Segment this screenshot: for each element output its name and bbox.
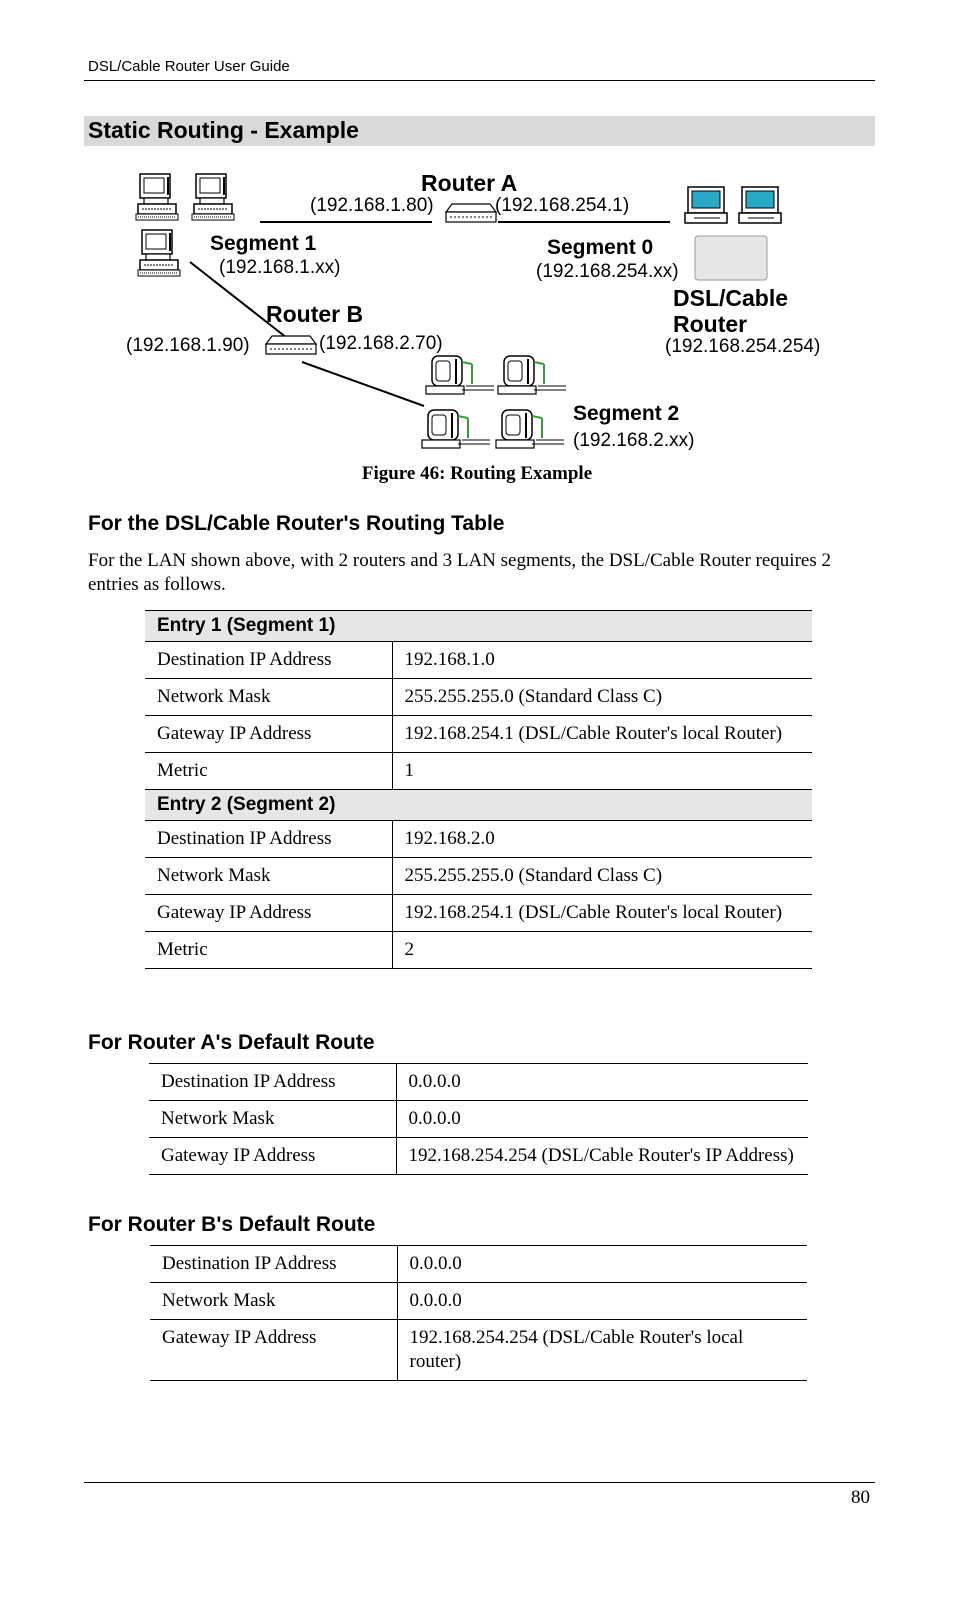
row-label: Destination IP Address bbox=[149, 1064, 396, 1101]
row-label: Metric bbox=[145, 932, 392, 969]
row-label: Network Mask bbox=[145, 858, 392, 895]
table-section-header bbox=[145, 611, 812, 642]
row-value: 192.168.254.1 (DSL/Cable Router's local Router) bbox=[404, 902, 783, 923]
router-a-left-ip: (192.168.1.80) bbox=[310, 195, 434, 216]
router-b-left-ip: (192.168.1.90) bbox=[126, 335, 250, 356]
row-label: Network Mask bbox=[145, 679, 392, 716]
table-row bbox=[150, 1283, 807, 1320]
running-header: DSL/Cable Router User Guide bbox=[88, 58, 290, 75]
table-row bbox=[145, 642, 812, 679]
routing-table-heading: For the DSL/Cable Router's Routing Table bbox=[88, 512, 505, 535]
segment0-label: Segment 0 bbox=[547, 236, 654, 259]
row-value: 192.168.254.1 (DSL/Cable Router's local Router) bbox=[404, 723, 783, 744]
row-value: 0.0.0.0 bbox=[409, 1290, 462, 1311]
page-number: 80 bbox=[851, 1487, 870, 1508]
table-row bbox=[149, 1138, 808, 1175]
row-label: Gateway IP Address bbox=[145, 895, 392, 932]
row-value: 192.168.2.0 bbox=[404, 828, 495, 849]
row-value: 0.0.0.0 bbox=[408, 1071, 461, 1092]
row-value: 0.0.0.0 bbox=[409, 1253, 462, 1274]
table-row bbox=[150, 1320, 807, 1381]
segment1-label: Segment 1 bbox=[210, 232, 317, 255]
router-b-label: Router B bbox=[266, 301, 364, 327]
table-row bbox=[149, 1064, 808, 1101]
routing-table-intro: For the LAN shown above, with 2 routers and 3 LAN segments, the DSL/Cable Router requires 2 entries as follows. bbox=[88, 550, 831, 595]
segment2-ip: (192.168.2.xx) bbox=[573, 430, 695, 451]
row-value: 255.255.255.0 (Standard Class C) bbox=[404, 686, 663, 707]
row-value: 1 bbox=[404, 760, 414, 781]
dsl-router-ip: (192.168.254.254) bbox=[665, 336, 821, 357]
table-row bbox=[145, 858, 812, 895]
section-title: Static Routing - Example bbox=[88, 117, 359, 143]
footer-rule bbox=[84, 1482, 875, 1483]
row-label: Network Mask bbox=[149, 1101, 396, 1138]
row-value: 192.168.254.254 (DSL/Cable Router's IP Address) bbox=[408, 1145, 794, 1166]
row-label: Gateway IP Address bbox=[149, 1138, 396, 1175]
row-value: 192.168.1.0 bbox=[404, 649, 495, 670]
router-b-default-table bbox=[150, 1245, 807, 1381]
row-label: Destination IP Address bbox=[150, 1246, 397, 1283]
segment0-ip: (192.168.254.xx) bbox=[536, 261, 679, 282]
routing-table bbox=[145, 610, 812, 969]
table-row bbox=[145, 716, 812, 753]
router-a-label: Router A bbox=[421, 170, 518, 196]
segment2-label: Segment 2 bbox=[573, 402, 680, 425]
row-value: 192.168.254.254 (DSL/Cable Router's local router) bbox=[409, 1327, 744, 1372]
segment1-ip: (192.168.1.xx) bbox=[219, 257, 341, 278]
dsl-router-label-line2: Router bbox=[673, 311, 748, 337]
dsl-router-label-line1: DSL/Cable bbox=[673, 285, 789, 311]
row-label: Metric bbox=[145, 753, 392, 790]
table-row bbox=[150, 1246, 807, 1283]
table-row bbox=[149, 1101, 808, 1138]
row-label: Gateway IP Address bbox=[145, 716, 392, 753]
row-label: Destination IP Address bbox=[145, 642, 392, 679]
router-b-right-ip: (192.168.2.70) bbox=[319, 333, 443, 354]
table-row bbox=[145, 895, 812, 932]
table-row bbox=[145, 821, 812, 858]
table-row bbox=[145, 679, 812, 716]
figure-caption: Figure 46: Routing Example bbox=[361, 463, 593, 484]
table-row bbox=[145, 932, 812, 969]
row-label: Network Mask bbox=[150, 1283, 397, 1320]
entry2-title: Entry 2 (Segment 2) bbox=[145, 790, 812, 821]
router-a-default-table bbox=[149, 1063, 808, 1175]
network-diagram-drawing bbox=[0, 0, 954, 470]
row-value: 2 bbox=[404, 939, 414, 960]
table-row bbox=[145, 753, 812, 790]
row-label: Gateway IP Address bbox=[150, 1320, 397, 1381]
entry1-title: Entry 1 (Segment 1) bbox=[145, 611, 812, 642]
router-b-default-heading: For Router B's Default Route bbox=[88, 1213, 376, 1236]
table-section-header bbox=[145, 790, 812, 821]
row-value: 0.0.0.0 bbox=[408, 1108, 461, 1129]
router-a-default-heading: For Router A's Default Route bbox=[88, 1031, 375, 1054]
router-a-right-ip: (192.168.254.1) bbox=[495, 195, 630, 216]
row-value: 255.255.255.0 (Standard Class C) bbox=[404, 865, 663, 886]
row-label: Destination IP Address bbox=[145, 821, 392, 858]
